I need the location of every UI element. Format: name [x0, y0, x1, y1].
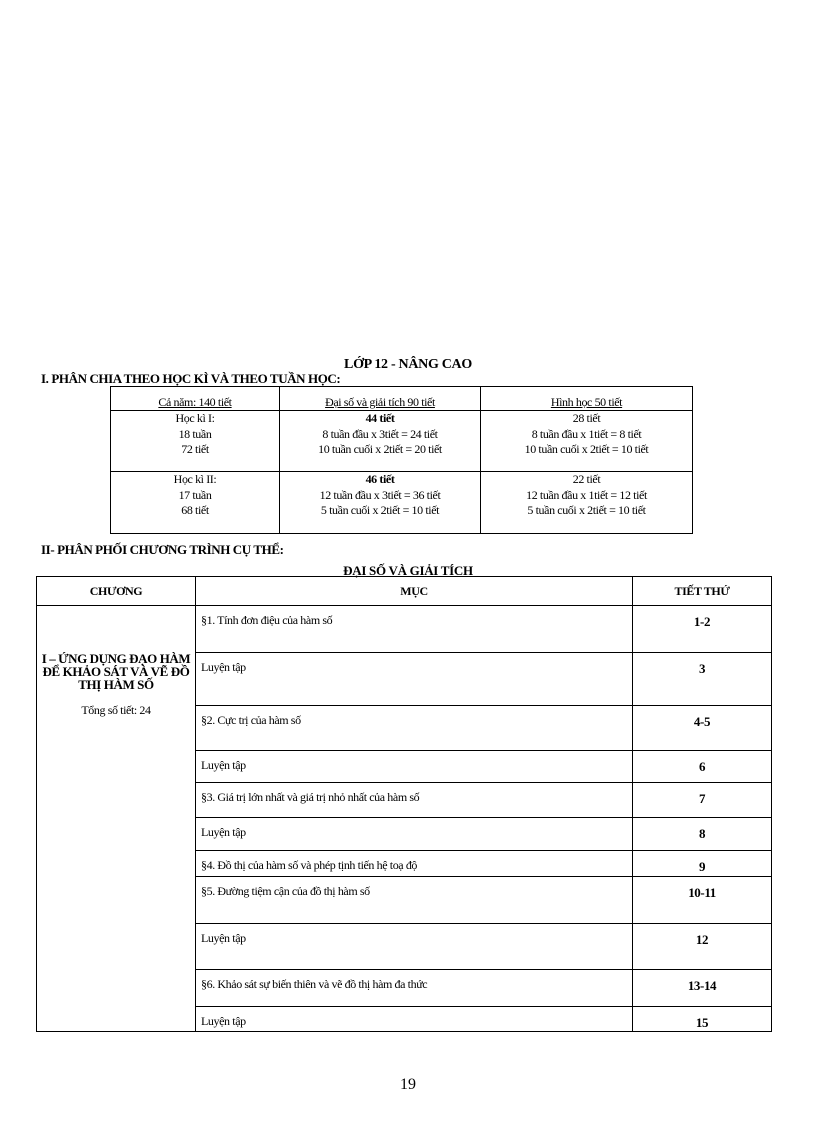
semester-periods: 72 tiết: [181, 442, 209, 456]
semester-cell: [111, 472, 280, 534]
algebra-first-weeks: 12 tuần đầu x 3tiết = 36 tiết: [319, 487, 441, 502]
lesson-item: §5. Đường tiệm cận của đồ thị hàm số: [196, 877, 633, 924]
table-row: [37, 606, 772, 653]
lesson-item: Luyện tập: [196, 818, 633, 851]
period-number: 13-14: [633, 970, 772, 1007]
program-header-row: [37, 577, 772, 606]
geometry-first-weeks: 12 tuần đầu x 1tiết = 12 tiết: [526, 487, 647, 502]
period-number: 10-11: [633, 877, 772, 924]
algebra-cell: [280, 472, 481, 534]
section-heading-1: I. PHÂN CHIA THEO HỌC KÌ VÀ THEO TUẦN HỌC:: [41, 371, 341, 386]
lesson-item: Luyện tập: [196, 751, 633, 783]
semester-weeks: 18 tuần: [178, 426, 212, 441]
period-number: 8: [633, 818, 772, 851]
geometry-total: 28 tiết: [572, 411, 601, 425]
lesson-item: §3. Giá trị lớn nhất và giá trị nhỏ nhất của hàm số: [196, 783, 633, 818]
period-number: 15: [633, 1007, 772, 1032]
semester-header-cell: Hình học 50 tiết: [481, 387, 693, 411]
program-header-cell: CHƯƠNG: [37, 577, 196, 606]
geometry-last-weeks: 10 tuần cuối x 2tiết = 10 tiết: [524, 442, 649, 456]
period-number: 7: [633, 783, 772, 818]
semester-row: [111, 472, 693, 534]
geometry-cell: [481, 411, 693, 472]
period-number: 6: [633, 751, 772, 783]
semester-weeks: 17 tuần: [178, 487, 212, 502]
lesson-item: §6. Khảo sát sự biến thiên và vẽ đồ thị hàm đa thức: [196, 970, 633, 1007]
geometry-last-weeks: 5 tuần cuối x 2tiết = 10 tiết: [527, 503, 646, 517]
geometry-total: 22 tiết: [572, 472, 601, 486]
algebra-total: 46 tiết: [365, 472, 395, 486]
lesson-item: Luyện tập: [196, 653, 633, 706]
section-heading-2: II- PHÂN PHỐI CHƯƠNG TRÌNH CỤ THỂ:: [41, 542, 284, 557]
geometry-cell: [481, 472, 693, 534]
algebra-last-weeks: 10 tuần cuối x 2tiết = 20 tiết: [318, 442, 442, 456]
chapter-title: I – ỨNG DỤNG ĐẠO HÀM ĐỂ KHẢO SÁT VÀ VẼ ĐỒ THỊ HÀM SỐ: [41, 651, 191, 692]
period-number: 9: [633, 851, 772, 877]
lesson-item: §4. Đồ thị của hàm số và phép tịnh tiến hệ toạ độ: [196, 851, 633, 877]
semester-row: [111, 411, 693, 472]
algebra-cell: [280, 411, 481, 472]
algebra-first-weeks: 8 tuần đầu x 3tiết = 24 tiết: [322, 426, 438, 441]
semester-periods: 68 tiết: [181, 503, 209, 517]
semester-label: Học kì I:: [175, 411, 215, 425]
algebra-last-weeks: 5 tuần cuối x 2tiết = 10 tiết: [320, 503, 440, 517]
period-number: 3: [633, 653, 772, 706]
chapter-cell: [37, 606, 196, 1032]
chapter-total: Tổng số tiết: 24: [81, 703, 151, 717]
semester-table: [110, 386, 693, 534]
semester-header-row: [111, 387, 693, 411]
period-number: 1-2: [633, 606, 772, 653]
geometry-first-weeks: 8 tuần đầu x 1tiết = 8 tiết: [531, 426, 642, 441]
program-table: [36, 576, 772, 1032]
page-number: 19: [400, 1076, 416, 1093]
lesson-item: Luyện tập: [196, 1007, 633, 1032]
semester-cell: [111, 411, 280, 472]
lesson-item: Luyện tập: [196, 924, 633, 970]
program-header-cell: TIẾT THỨ: [633, 577, 772, 606]
period-number: 4-5: [633, 706, 772, 751]
lesson-item: §1. Tính đơn điệu của hàm số: [196, 606, 633, 653]
semester-header-cell: Cả năm: 140 tiết: [111, 387, 280, 411]
semester-header-cell: Đại số và giải tích 90 tiết: [280, 387, 481, 411]
subject-title: ĐẠI SỐ VÀ GIẢI TÍCH: [343, 563, 473, 578]
algebra-total: 44 tiết: [365, 411, 395, 425]
semester-label: Học kì II:: [173, 472, 217, 486]
period-number: 12: [633, 924, 772, 970]
lesson-item: §2. Cực trị của hàm số: [196, 706, 633, 751]
program-header-cell: MỤC: [196, 577, 633, 606]
page-title: LỚP 12 - NÂNG CAO: [344, 357, 472, 372]
